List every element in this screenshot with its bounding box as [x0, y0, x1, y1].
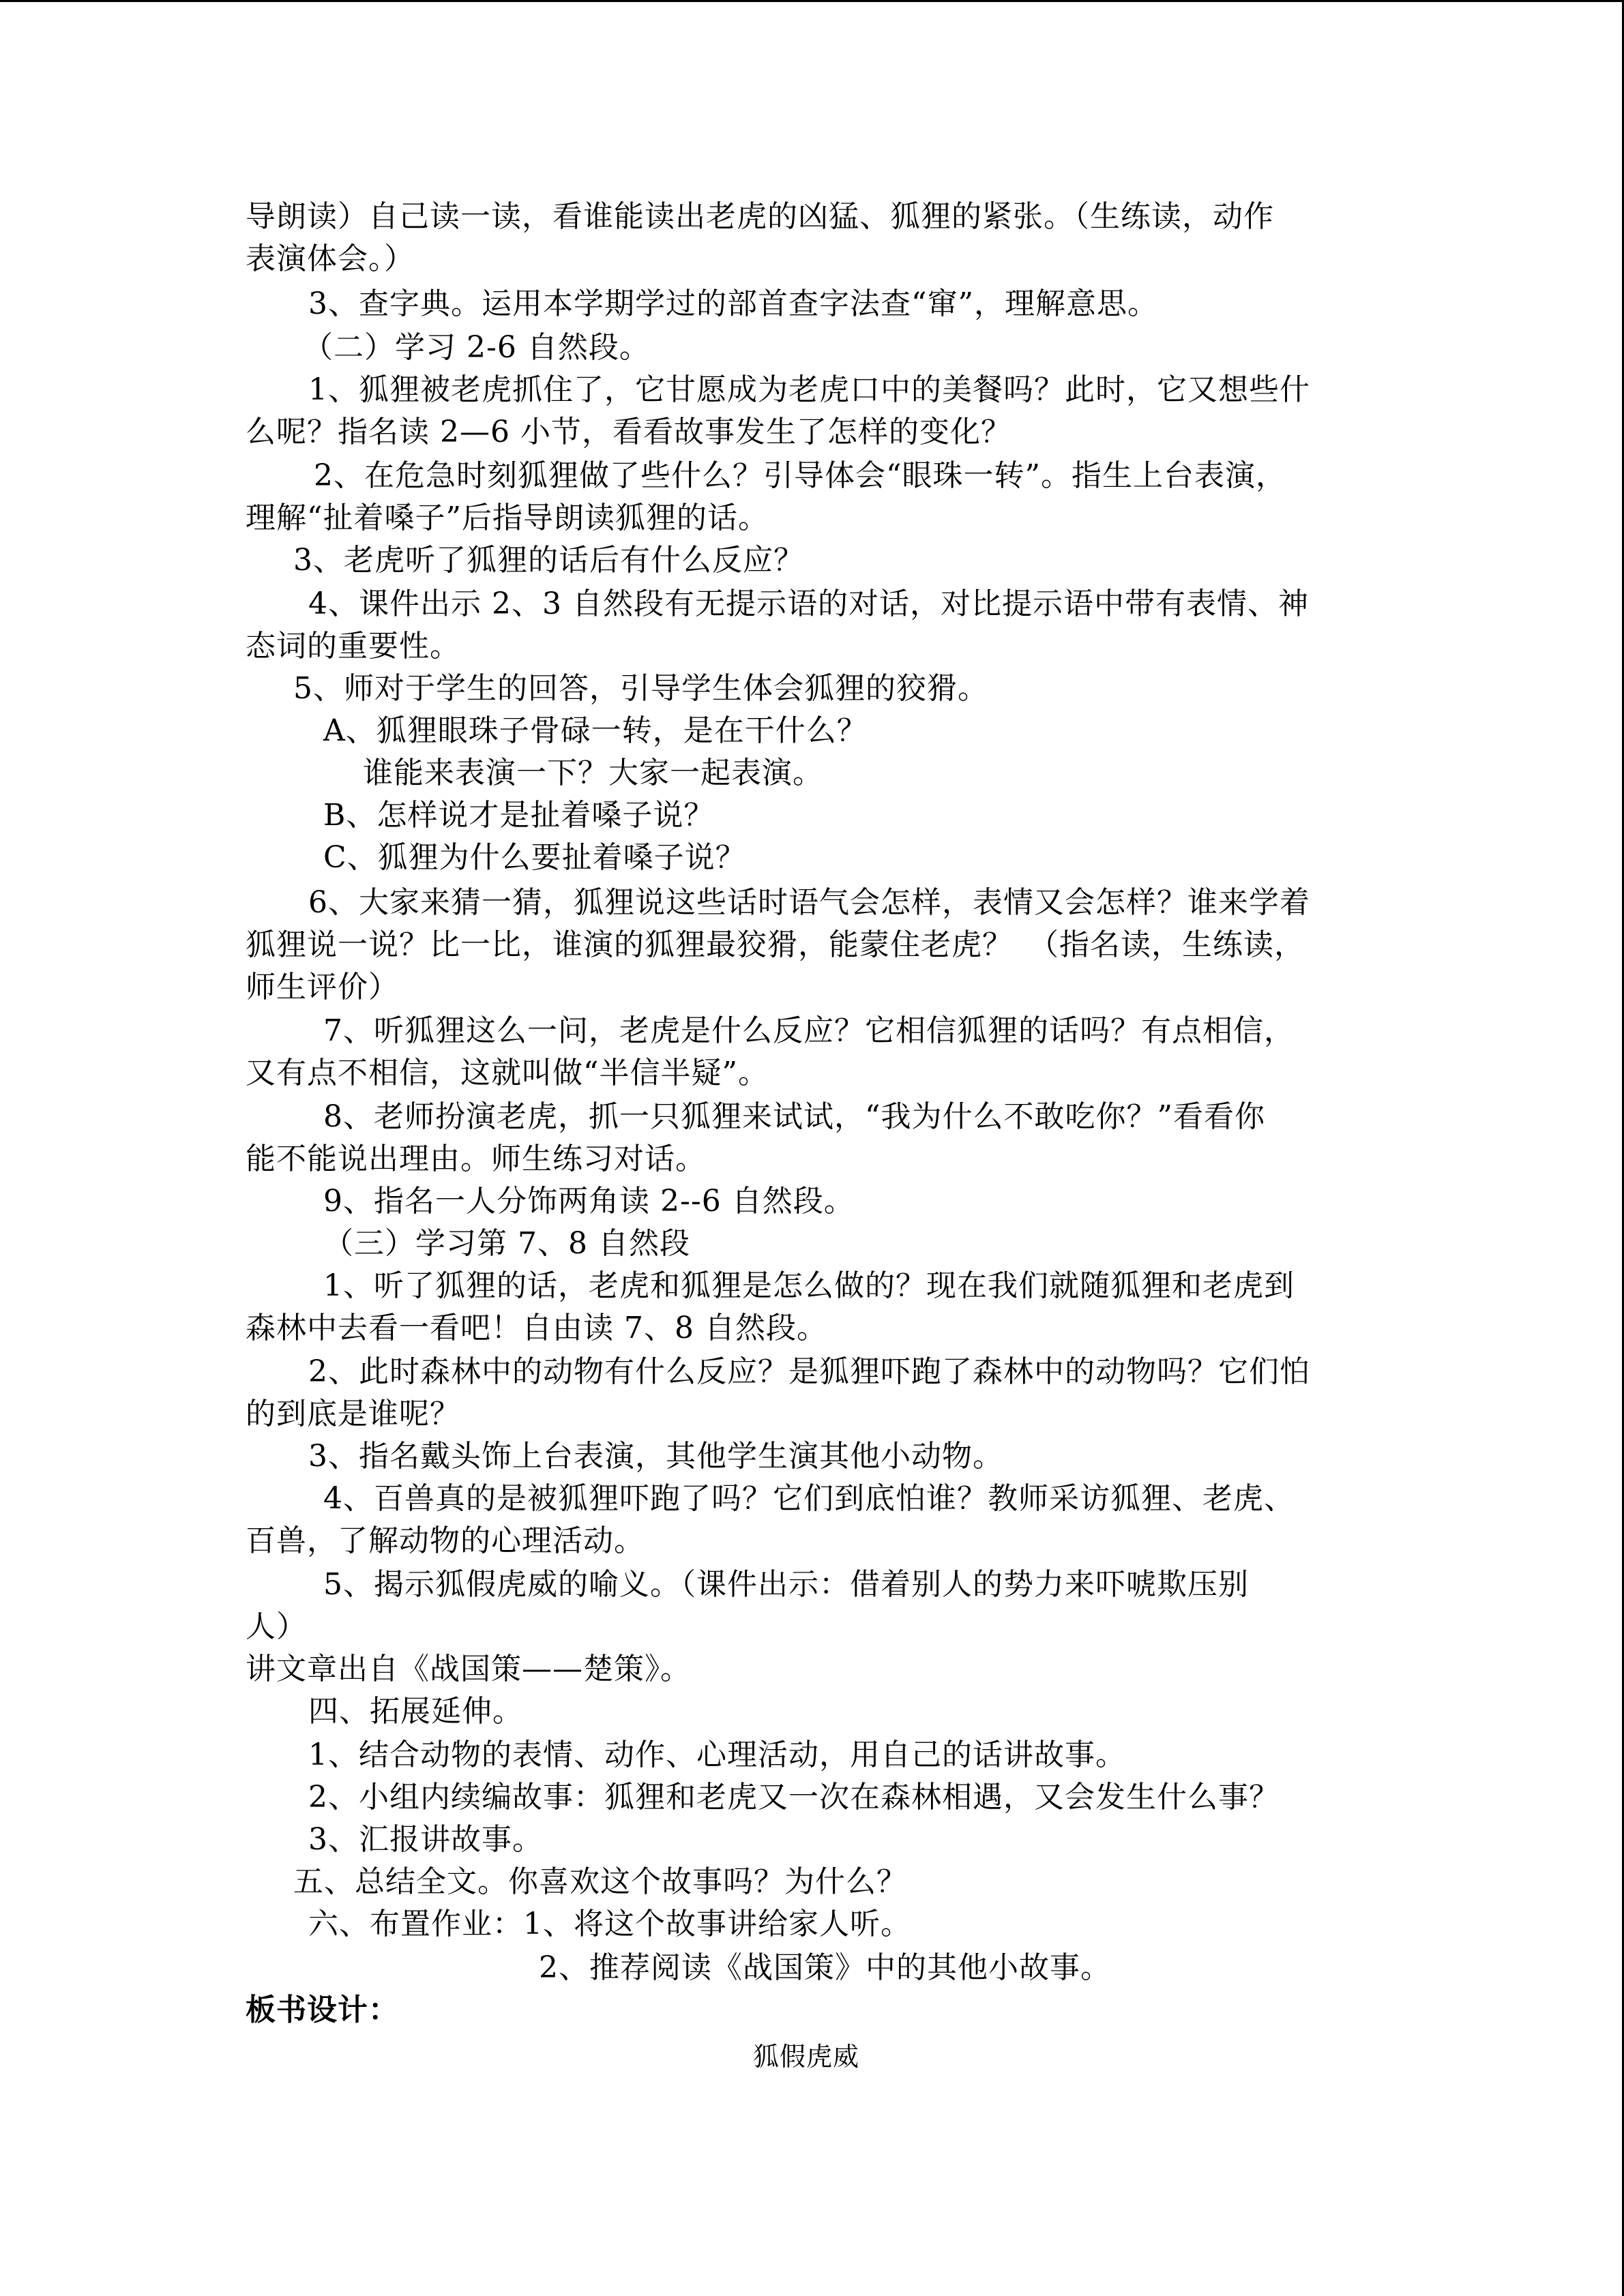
- text-line: 导朗读）自己读一读，看谁能读出老虎的凶猛、狐狸的紧张。（生练读，动作: [246, 199, 1274, 234]
- text-line: 6、大家来猜一猜，狐狸说这些话时语气会怎样，表情又会怎样？谁来学着: [308, 885, 1310, 920]
- text-line: 3、指名戴头饰上台表演，其他学生演其他小动物。: [308, 1439, 1003, 1474]
- text-line: 3、汇报讲故事。: [308, 1822, 543, 1857]
- text-line: B、怎样说才是扯着嗓子说？: [323, 798, 715, 833]
- text-line: 5、师对于学生的回答，引导学生体会狐狸的狡猾。: [293, 671, 988, 706]
- text-line: 表演体会。）: [246, 241, 415, 276]
- text-line: 谁能来表演一下？大家一起表演。: [363, 756, 823, 790]
- text-line: 态词的重要性。: [246, 629, 460, 664]
- text-line: 1、结合动物的表情、动作、心理活动，用自己的话讲故事。: [308, 1738, 1126, 1772]
- text-line: 能不能说出理由。师生练习对话。: [246, 1142, 706, 1176]
- text-line: 4、百兽真的是被狐狸吓跑了吗？它们到底怕谁？教师采访狐狸、老虎、: [323, 1481, 1295, 1516]
- text-line: 4、课件出示 2、3 自然段有无提示语的对话，对比提示语中带有表情、神: [308, 586, 1309, 621]
- text-line: 7、听狐狸这么一问，老虎是什么反应？它相信狐狸的话吗？有点相信，: [323, 1013, 1295, 1048]
- text-line: 1、听了狐狸的话，老虎和狐狸是怎么做的？现在我们就随狐狸和老虎到: [323, 1268, 1295, 1303]
- text-line: 讲文章出自《战国策——楚策》。: [246, 1652, 691, 1686]
- text-line: 师生评价）: [246, 970, 399, 1004]
- text-line: 5、揭示狐假虎威的喻义。（课件出示：借着别人的势力来吓唬欺压别: [323, 1567, 1249, 1602]
- text-line: 人）: [246, 1609, 307, 1644]
- text-line: C、狐狸为什么要扯着嗓子说？: [323, 840, 746, 875]
- section-heading: 四、拓展延伸。: [308, 1694, 523, 1729]
- page-border-top: [0, 0, 1624, 2]
- text-line: 2、在危急时刻狐狸做了些什么？引导体会“眼珠一转”。指生上台表演，: [314, 458, 1286, 493]
- text-line: 3、老虎听了狐狸的话后有什么反应？: [293, 543, 804, 578]
- board-design-title: 狐假虎威: [753, 2042, 860, 2072]
- text-line: 2、小组内续编故事：狐狸和老虎又一次在森林相遇，又会发生什么事？: [308, 1780, 1280, 1815]
- text-line: 森林中去看一看吧！自由读 7、8 自然段。: [246, 1311, 827, 1345]
- text-line: 9、指名一人分饰两角读 2--6 自然段。: [323, 1184, 855, 1219]
- text-line: 又有点不相信，这就叫做“半信半疑”。: [246, 1056, 769, 1090]
- text-line: 3、查字典。运用本学期学过的部首查字法查“窜”，理解意思。: [308, 286, 1158, 321]
- section-heading: （二）学习 2-6 自然段。: [303, 330, 650, 365]
- text-line: 么呢？指名读 2—6 小节，看看故事发生了怎样的变化？: [246, 415, 1012, 449]
- text-line: 狐狸说一说？比一比，谁演的狐狸最狡猾，能蒙住老虎？ （指名读，生练读，: [246, 927, 1305, 962]
- section-heading: （三）学习第 7、8 自然段: [323, 1226, 690, 1261]
- text-line: 8、老师扮演老虎，抓一只狐狸来试试，“我为什么不敢吃你？”看看你: [323, 1099, 1265, 1134]
- text-line: 2、此时森林中的动物有什么反应？是狐狸吓跑了森林中的动物吗？它们怕: [308, 1354, 1310, 1389]
- section-heading: 六、布置作业：1、将这个故事讲给家人听。: [308, 1907, 911, 1941]
- text-line: 百兽，了解动物的心理活动。: [246, 1523, 645, 1558]
- text-line: 理解“扯着嗓子”后指导朗读狐狸的话。: [246, 501, 769, 535]
- text-line: 1、狐狸被老虎抓住了，它甘愿成为老虎口中的美餐吗？此时，它又想些什: [308, 372, 1310, 407]
- text-line: A、狐狸眼珠子骨碌一转，是在干什么？: [323, 713, 868, 748]
- section-heading: 五、总结全文。你喜欢这个故事吗？为什么？: [293, 1864, 907, 1899]
- text-line: 2、推荐阅读《战国策》中的其他小故事。: [539, 1950, 1111, 1985]
- board-design-heading: 板书设计：: [246, 1993, 399, 2027]
- text-line: 的到底是谁呢？: [246, 1397, 460, 1431]
